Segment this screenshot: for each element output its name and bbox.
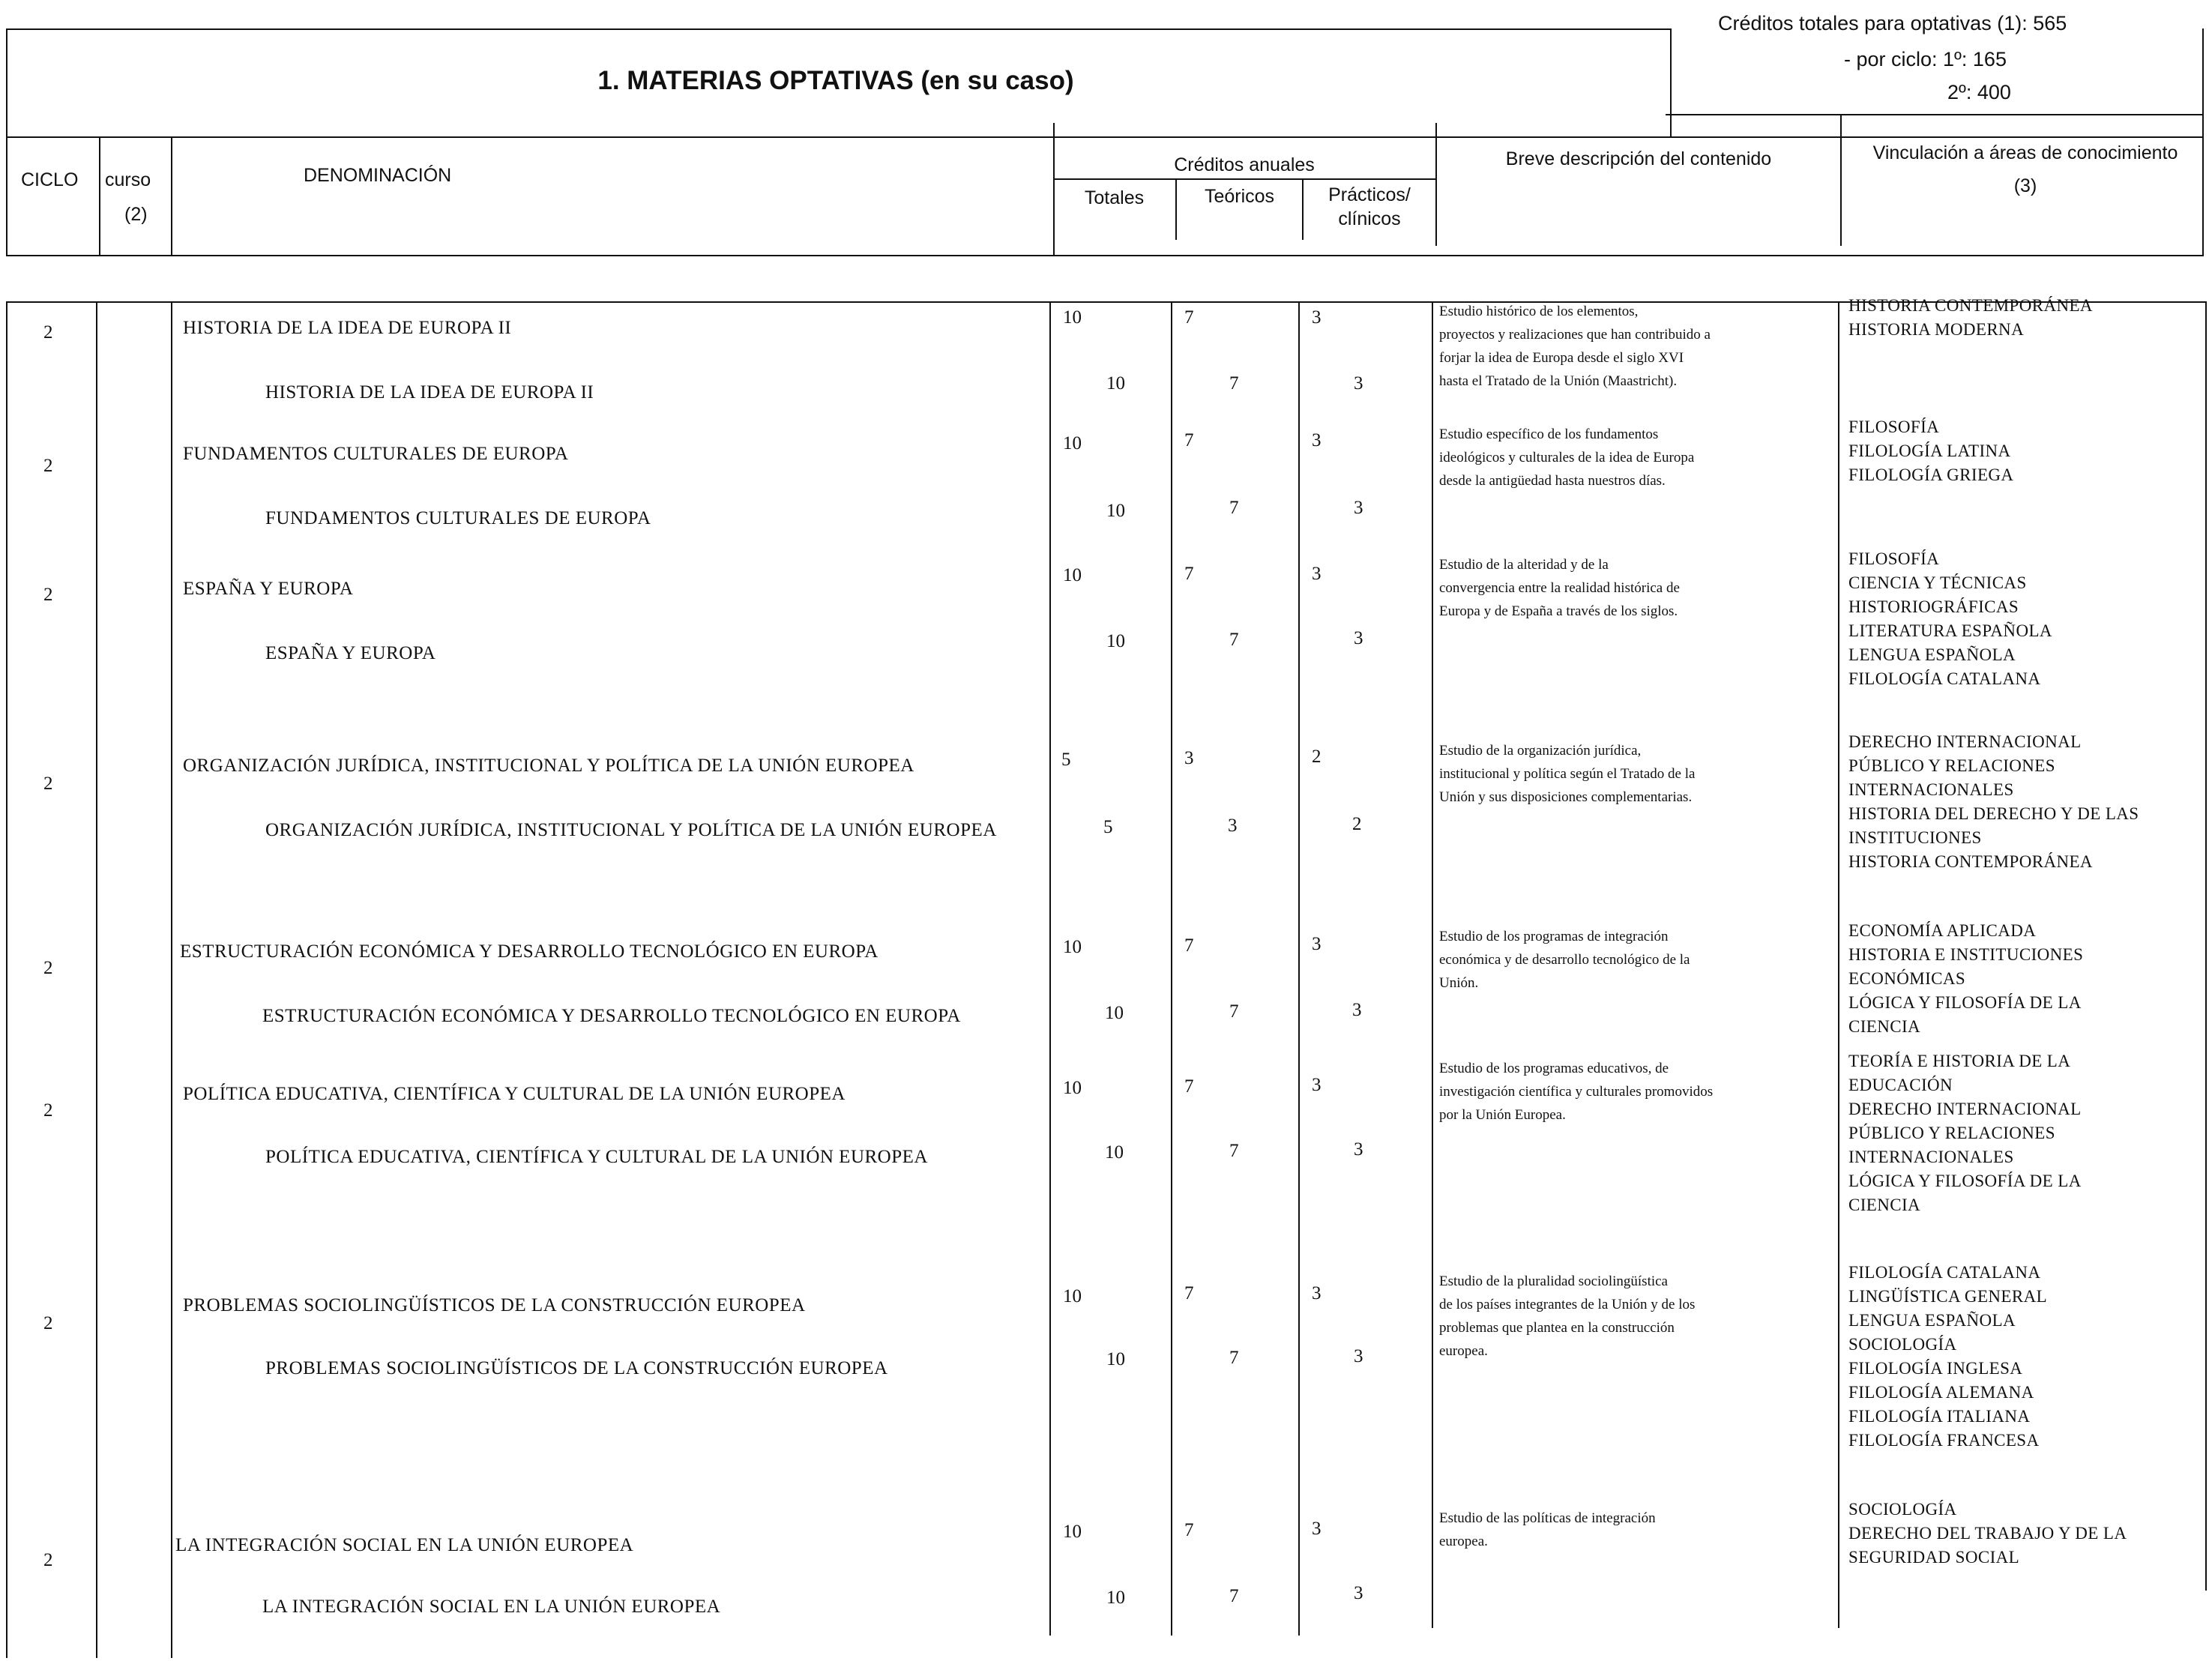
subject-name: POLÍTICA EDUCATIVA, CIENTÍFICA Y CULTURAL DE LA UNIÓN EUROPEA [183, 1084, 846, 1104]
credits-totales: 10 [1063, 307, 1082, 328]
subject-name: ESPAÑA Y EUROPA [183, 579, 354, 599]
credits-totales: 10 [1063, 937, 1082, 957]
sub-credits-totales: 10 [1105, 1003, 1124, 1023]
knowledge-areas [1848, 294, 2093, 342]
body-left-border [6, 301, 7, 1658]
col-teoricos: Teóricos [1204, 186, 1275, 207]
sub-credits-totales: 10 [1106, 1588, 1125, 1608]
col-curso: curso [105, 169, 151, 190]
row-ciclo: 2 [43, 1550, 53, 1570]
sub-credits-practicos: 3 [1354, 628, 1363, 648]
col-creditos-anuales: Créditos anuales [1174, 154, 1315, 175]
sub-credits-practicos: 3 [1352, 1000, 1362, 1020]
col-vinculacion: Vinculación a áreas de conocimiento [1872, 142, 2178, 163]
content-description: Estudio de la pluralidad sociolingüística de los países integrantes de la Unión y de los problemas que plantea en la construcción europea. [1439, 1273, 1696, 1359]
col-descripcion: Breve descripción del contenido [1505, 148, 1772, 169]
area-item: HISTORIA E INSTITUCIONES [1848, 945, 2084, 964]
col-clinicos: clínicos [1338, 208, 1401, 229]
credits-cycle-2: 2º: 400 [1947, 81, 2011, 103]
subject-sub-name: HISTORIA DE LA IDEA DE EUROPA II [265, 382, 594, 403]
subject-name: HISTORIA DE LA IDEA DE EUROPA II [183, 318, 512, 338]
sub-credits-practicos: 2 [1352, 814, 1362, 834]
credits-box-bottom [1666, 114, 2204, 115]
row-ciclo: 2 [43, 774, 53, 794]
credits-cycle-1: - por ciclo: 1º: 165 [1844, 48, 2007, 70]
credits-total: Créditos totales para optativas (1): 565 [1718, 12, 2067, 34]
col-curso-note: (2) [124, 204, 148, 225]
area-item: INSTITUCIONES [1848, 828, 1982, 847]
col-vinculacion-note: (3) [2013, 175, 2037, 196]
col-divider [1432, 301, 1433, 1628]
content-description: Estudio específico de los fundamentos ideológicos y culturales de la idea de Europa desde la antigüedad hasta nuestros días. [1439, 426, 1695, 489]
knowledge-areas [1848, 547, 2052, 691]
credits-teoricos: 7 [1184, 1283, 1194, 1303]
area-item: LÓGICA Y FILOSOFÍA DE LA [1848, 1172, 2082, 1190]
sub-credits-totales: 10 [1106, 501, 1125, 521]
area-item: FILOLOGÍA FRANCESA [1848, 1431, 2040, 1450]
area-item: FILOSOFÍA [1848, 549, 1940, 568]
sub-credits-practicos: 3 [1354, 498, 1363, 518]
sub-credits-practicos: 3 [1354, 373, 1363, 394]
area-item: ECONOMÍA APLICADA [1848, 921, 2037, 940]
col-totales: Totales [1084, 187, 1145, 208]
col-divider [1171, 301, 1172, 1636]
subject-name: LA INTEGRACIÓN SOCIAL EN LA UNIÓN EUROPEA [175, 1535, 634, 1555]
area-item: CIENCIA [1848, 1196, 1921, 1214]
col-practicos: Prácticos/ [1328, 184, 1411, 205]
area-item: HISTORIA CONTEMPORÁNEA [1848, 296, 2093, 315]
col-divider [171, 301, 172, 1658]
area-item: DERECHO DEL TRABAJO Y DE LA [1848, 1524, 2127, 1543]
area-item: DERECHO INTERNACIONAL [1848, 1100, 2082, 1118]
credits-totales: 5 [1061, 750, 1071, 770]
page-title: 1. MATERIAS OPTATIVAS (en su caso) [597, 66, 1074, 95]
sub-credits-practicos: 3 [1354, 1346, 1363, 1366]
col-divider [1298, 301, 1300, 1636]
row-ciclo: 2 [43, 1313, 53, 1333]
sub-credits-teoricos: 7 [1229, 630, 1239, 650]
area-item: FILOLOGÍA GRIEGA [1848, 465, 2014, 484]
sub-credits-teoricos: 7 [1229, 373, 1239, 394]
col-divider [1435, 123, 1437, 246]
credits-teoricos: 7 [1184, 1520, 1194, 1540]
area-item: LITERATURA ESPAÑOLA [1848, 621, 2052, 640]
subject-name: FUNDAMENTOS CULTURALES DE EUROPA [183, 444, 569, 464]
subject-sub-name: LA INTEGRACIÓN SOCIAL EN LA UNIÓN EUROPEA [262, 1597, 721, 1617]
content-description: Estudio de los programas de integración económica y de desarrollo tecnológico de la Unión. [1439, 929, 1690, 991]
sub-credits-totales: 10 [1106, 373, 1125, 394]
credits-box-right [2202, 28, 2204, 139]
area-item: TEORÍA E HISTORIA DE LA [1848, 1052, 2071, 1070]
credits-totales: 10 [1063, 433, 1082, 453]
area-item: HISTORIOGRÁFICAS [1848, 597, 2019, 616]
credits-practicos: 3 [1312, 307, 1322, 328]
credits-totales: 10 [1063, 1078, 1082, 1098]
col-divider [99, 136, 100, 255]
content-description: Estudio de la alteridad y de la convergencia entre la realidad histórica de Europa y de España a través de los siglos. [1439, 557, 1680, 619]
area-item: LENGUA ESPAÑOLA [1848, 1311, 2016, 1330]
content-description: Estudio de los programas educativos, de investigación científica y culturales promovidos por la Unión Europea. [1439, 1061, 1714, 1123]
credits-teoricos: 7 [1184, 430, 1194, 450]
credits-teoricos: 7 [1184, 307, 1194, 328]
credits-practicos: 3 [1312, 564, 1322, 584]
credits-totales: 10 [1063, 565, 1082, 585]
sub-credits-teoricos: 7 [1229, 1348, 1239, 1368]
subject-sub-name: ESPAÑA Y EUROPA [265, 643, 436, 663]
col-denominacion: DENOMINACIÓN [304, 165, 452, 186]
subject-name: PROBLEMAS SOCIOLINGÜÍSTICOS DE LA CONSTRUCCIÓN EUROPEA [183, 1295, 806, 1315]
sub-credits-teoricos: 7 [1229, 498, 1239, 518]
area-item: FILOLOGÍA CATALANA [1848, 669, 2041, 688]
sub-credits-totales: 10 [1106, 1349, 1125, 1369]
area-item: EDUCACIÓN [1848, 1076, 1953, 1094]
area-item: HISTORIA MODERNA [1848, 320, 2025, 339]
area-item: FILOLOGÍA CATALANA [1848, 1263, 2041, 1282]
area-item: FILOSOFÍA [1848, 417, 1940, 436]
subject-sub-name: PROBLEMAS SOCIOLINGÜÍSTICOS DE LA CONSTRUCCIÓN EUROPEA [265, 1358, 888, 1378]
credits-totales: 10 [1063, 1286, 1082, 1306]
area-item: INTERNACIONALES [1848, 780, 2014, 799]
area-item: CIENCIA [1848, 1017, 1921, 1036]
knowledge-areas [1848, 415, 2013, 487]
subject-sub-name: ORGANIZACIÓN JURÍDICA, INSTITUCIONAL Y POLÍTICA DE LA UNIÓN EUROPEA [265, 820, 997, 840]
area-item: CIENCIA Y TÉCNICAS [1848, 573, 2027, 592]
knowledge-areas [1848, 730, 2139, 874]
area-item: FILOLOGÍA ALEMANA [1848, 1383, 2034, 1402]
col-divider [171, 136, 172, 255]
credits-practicos: 2 [1312, 747, 1322, 767]
subject-name: ESTRUCTURACIÓN ECONÓMICA Y DESARROLLO TECNOLÓGICO EN EUROPA [180, 941, 879, 962]
sub-credits-teoricos: 7 [1229, 1586, 1239, 1606]
credits-teoricos: 3 [1184, 748, 1194, 768]
area-item: PÚBLICO Y RELACIONES [1848, 1124, 2055, 1142]
body-right-border [2205, 301, 2207, 1591]
credits-practicos: 3 [1312, 1519, 1322, 1539]
area-item: LINGÜÍSTICA GENERAL [1848, 1287, 2048, 1306]
credits-teoricos: 7 [1184, 564, 1194, 584]
sub-credits-totales: 5 [1103, 817, 1113, 837]
sub-credits-practicos: 3 [1354, 1583, 1363, 1603]
row-ciclo: 2 [43, 958, 53, 978]
row-ciclo: 2 [43, 585, 53, 605]
credits-subheader-line [1053, 178, 1437, 180]
credits-totales: 10 [1063, 1522, 1082, 1542]
area-item: FILOLOGÍA INGLESA [1848, 1359, 2023, 1378]
sub-credits-teoricos: 7 [1229, 1001, 1239, 1022]
subject-sub-name: POLÍTICA EDUCATIVA, CIENTÍFICA Y CULTURAL DE LA UNIÓN EUROPEA [265, 1147, 928, 1167]
credits-teoricos: 7 [1184, 1076, 1194, 1097]
area-item: HISTORIA CONTEMPORÁNEA [1848, 852, 2093, 871]
knowledge-areas [1848, 1261, 2047, 1453]
credits-practicos: 3 [1312, 934, 1322, 954]
row-ciclo: 2 [43, 322, 53, 343]
content-description: Estudio de la organización jurídica, institucional y política según el Tratado de la Unión y sus disposiciones complementarias. [1439, 743, 1696, 805]
sub-credits-teoricos: 7 [1229, 1141, 1239, 1161]
area-item: INTERNACIONALES [1848, 1148, 2014, 1166]
area-item: FILOLOGÍA LATINA [1848, 441, 2011, 460]
sub-credits-totales: 10 [1106, 631, 1125, 651]
credits-teoricos: 7 [1184, 935, 1194, 956]
content-description: Estudio de las políticas de integración europea. [1439, 1510, 1656, 1549]
area-item: FILOLOGÍA ITALIANA [1848, 1407, 2031, 1426]
credits-practicos: 3 [1312, 1075, 1322, 1095]
knowledge-areas [1848, 1498, 2127, 1570]
col-divider [1838, 301, 1839, 1628]
area-item: SEGURIDAD SOCIAL [1848, 1548, 2020, 1567]
knowledge-areas [1848, 1049, 2082, 1217]
area-item: DERECHO INTERNACIONAL [1848, 732, 2082, 751]
sub-credits-teoricos: 3 [1228, 816, 1238, 836]
area-item: PÚBLICO Y RELACIONES [1848, 756, 2055, 775]
content-description: Estudio histórico de los elementos, proyectos y realizaciones que han contribuido a forjar la idea de Europa desde el siglo XVI hasta el Tratado de la Unión (Maastricht). [1439, 304, 1711, 389]
credits-practicos: 3 [1312, 1283, 1322, 1303]
area-item: HISTORIA DEL DERECHO Y DE LAS [1848, 804, 2139, 823]
col-divider [1049, 301, 1051, 1636]
sub-credits-practicos: 3 [1354, 1139, 1363, 1160]
sub-credits-totales: 10 [1105, 1142, 1124, 1163]
credits-practicos: 3 [1312, 430, 1322, 450]
area-item: LENGUA ESPAÑOLA [1848, 645, 2016, 664]
subject-name: ORGANIZACIÓN JURÍDICA, INSTITUCIONAL Y POLÍTICA DE LA UNIÓN EUROPEA [183, 756, 914, 776]
area-item: SOCIOLOGÍA [1848, 1335, 1957, 1354]
col-divider [96, 301, 97, 1658]
knowledge-areas [1848, 919, 2083, 1039]
subject-sub-name: FUNDAMENTOS CULTURALES DE EUROPA [265, 508, 651, 528]
area-item: SOCIOLOGÍA [1848, 1500, 1957, 1519]
col-ciclo: CICLO [21, 169, 79, 190]
row-ciclo: 2 [43, 456, 53, 476]
row-ciclo: 2 [43, 1100, 53, 1121]
area-item: ECONÓMICAS [1848, 969, 1966, 988]
area-item: LÓGICA Y FILOSOFÍA DE LA [1848, 993, 2082, 1012]
subject-sub-name: ESTRUCTURACIÓN ECONÓMICA Y DESARROLLO TECNOLÓGICO EN EUROPA [262, 1006, 961, 1026]
